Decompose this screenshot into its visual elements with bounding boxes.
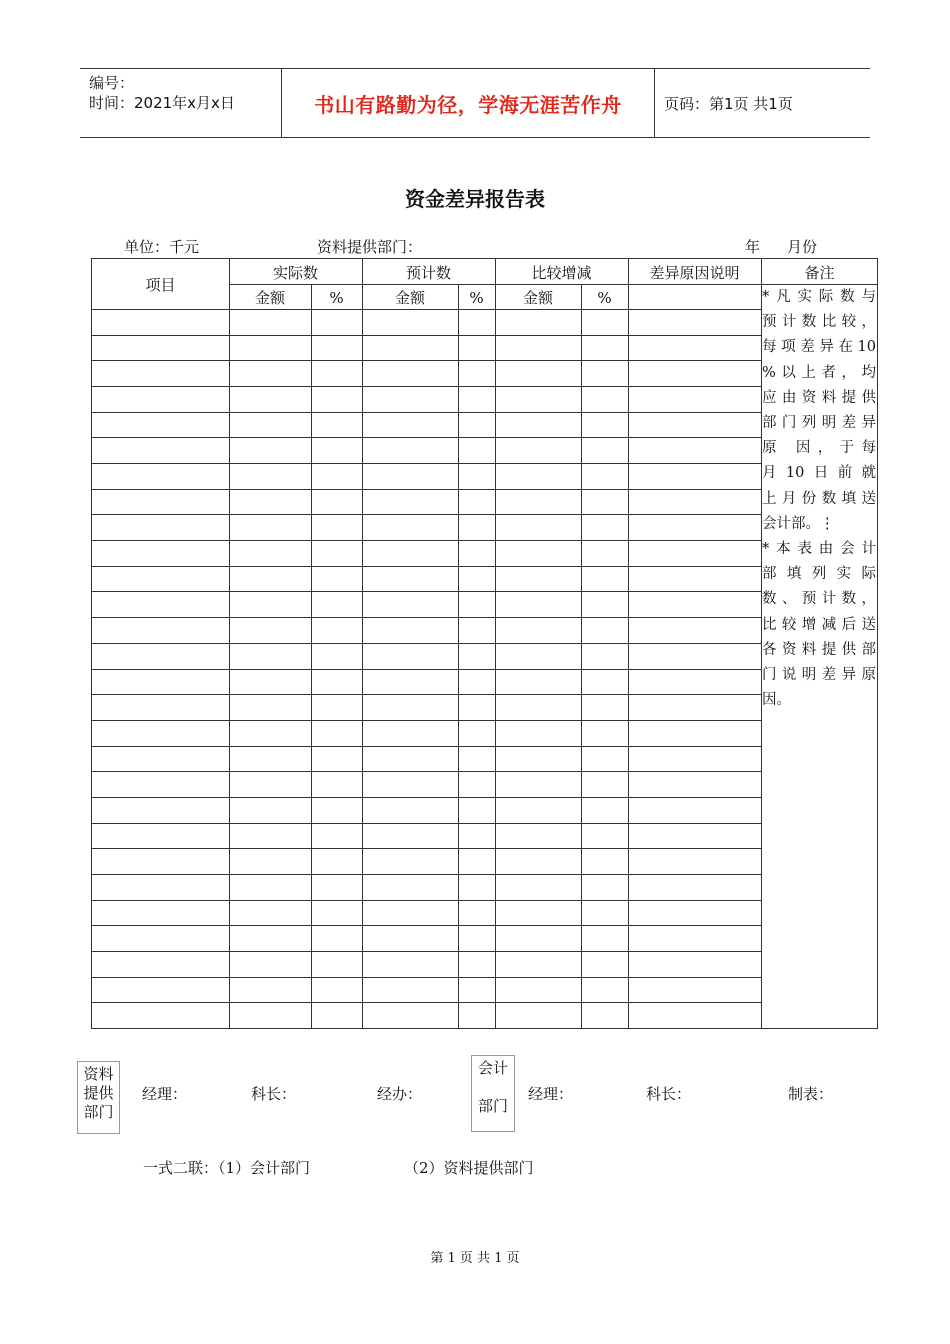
table-row-line bbox=[92, 591, 761, 592]
stamp-line: 部门 bbox=[83, 1103, 114, 1121]
stamp-line: 部门 bbox=[477, 1097, 508, 1115]
copies-second: （2）资料提供部门 bbox=[404, 1159, 534, 1177]
accounting-manager-label: 经理： bbox=[528, 1085, 574, 1103]
remarks-note-line: %以上者，均 bbox=[762, 364, 876, 381]
sub-amount-comparison: 金额 bbox=[522, 289, 553, 307]
stamp-line: 会计 bbox=[477, 1059, 508, 1077]
page-title: 资金差异报告表 bbox=[405, 187, 545, 211]
table-row-line bbox=[92, 694, 761, 695]
table-row-line bbox=[92, 874, 761, 875]
item-header: 项目 bbox=[145, 275, 176, 294]
dept-label: 资料提供部门： bbox=[317, 238, 423, 256]
table-row-line bbox=[92, 412, 761, 413]
stamp-line: 资料 bbox=[83, 1065, 114, 1083]
header-middle-cell bbox=[282, 69, 655, 137]
grid-vline bbox=[311, 284, 312, 1028]
table-row-line bbox=[92, 335, 761, 336]
table-row-line bbox=[92, 720, 761, 721]
page-label: 页码：第1页 共1页 bbox=[664, 94, 793, 113]
preparer-label: 制表： bbox=[788, 1085, 834, 1103]
remarks-note-line: 部门列明差异 bbox=[762, 415, 876, 432]
remarks-note-line: 预计数比较， bbox=[762, 314, 876, 331]
table-row-line bbox=[92, 951, 761, 952]
table-row-line bbox=[92, 360, 761, 361]
group-estimated: 预计数 bbox=[405, 263, 451, 282]
remarks-note-line: 门说明差异原 bbox=[762, 667, 876, 684]
header-right-cell bbox=[655, 69, 870, 137]
grid-vline bbox=[581, 284, 582, 1028]
remarks-note-line: 各资料提供部 bbox=[762, 641, 876, 658]
handler-label: 经办： bbox=[377, 1085, 423, 1103]
table-row-line bbox=[92, 437, 761, 438]
table-row-line bbox=[92, 643, 761, 644]
table-row-line bbox=[92, 823, 761, 824]
table-row-line bbox=[92, 771, 761, 772]
table-row-line bbox=[92, 540, 761, 541]
report-table bbox=[91, 258, 878, 1029]
remarks-note-line: 应由资料提供 bbox=[762, 389, 876, 406]
grid-hline bbox=[229, 284, 761, 285]
table-row-line bbox=[92, 797, 761, 798]
serial-label: 编号： bbox=[89, 74, 135, 92]
remarks-note-line: 数、预计数， bbox=[762, 591, 876, 608]
sub-pct-estimated: % bbox=[469, 288, 484, 307]
document-header bbox=[80, 68, 870, 138]
sub-pct-comparison: % bbox=[597, 288, 612, 307]
table-row-line bbox=[92, 848, 761, 849]
supplier-chief-label: 科长： bbox=[251, 1085, 297, 1103]
group-actual: 实际数 bbox=[272, 263, 318, 282]
header-left-cell bbox=[80, 69, 282, 137]
remarks-note-line: *本表由会计 bbox=[762, 541, 876, 558]
remarks-note-line: 因。 bbox=[762, 692, 791, 709]
remarks-note-line: 部 填 列 实 际 bbox=[762, 566, 876, 583]
supplier-manager-label: 经理： bbox=[142, 1085, 188, 1103]
remarks-note-line: 每项差异在10 bbox=[762, 339, 876, 356]
month-label: 月份 bbox=[787, 238, 818, 256]
remarks-note-line: 比较增减后送 bbox=[762, 616, 876, 633]
accounting-dept-stamp bbox=[471, 1055, 515, 1132]
group-comparison: 比较增减 bbox=[531, 263, 592, 282]
table-row-line bbox=[92, 386, 761, 387]
table-row-line bbox=[92, 463, 761, 464]
unit-label: 单位：千元 bbox=[124, 238, 200, 256]
table-row-line bbox=[92, 669, 761, 670]
motto: 书山有路勤为径，学海无涯苦作舟 bbox=[314, 92, 622, 117]
table-row-line bbox=[92, 514, 761, 515]
table-row-line bbox=[92, 746, 761, 747]
page-footer: 第 1 页 共 1 页 bbox=[430, 1251, 520, 1266]
group-remarks: 备注 bbox=[804, 263, 835, 282]
accounting-chief-label: 科长： bbox=[646, 1085, 692, 1103]
table-row-line bbox=[92, 1002, 761, 1003]
table-row-line bbox=[92, 925, 761, 926]
remarks-note-line: 原 因，于每 bbox=[762, 440, 876, 457]
grid-hline bbox=[761, 284, 878, 285]
table-row-line bbox=[92, 489, 761, 490]
remarks-note-line: 会计部。⋮ bbox=[762, 515, 835, 532]
time-label: 时间：2021年x月x日 bbox=[89, 94, 235, 112]
table-row-line bbox=[92, 977, 761, 978]
table-row-line bbox=[92, 900, 761, 901]
copies-first: 一式二联：（1）会计部门 bbox=[143, 1159, 311, 1177]
group-reason: 差异原因说明 bbox=[649, 263, 740, 282]
year-label: 年 bbox=[745, 238, 761, 256]
grid-vline bbox=[458, 284, 459, 1028]
supplier-dept-stamp bbox=[77, 1061, 120, 1134]
table-row-line bbox=[92, 617, 761, 618]
table-row-line bbox=[92, 309, 761, 310]
table-row-line bbox=[92, 566, 761, 567]
grid-vline bbox=[761, 259, 762, 1028]
sub-pct-actual: % bbox=[329, 288, 344, 307]
sub-amount-actual: 金额 bbox=[254, 289, 285, 307]
remarks-note-line: 上月份数填送 bbox=[762, 490, 876, 507]
stamp-line: 提供 bbox=[83, 1084, 114, 1102]
remarks-note bbox=[762, 285, 876, 713]
remarks-note-line: *凡实际数与 bbox=[762, 289, 876, 305]
sub-amount-estimated: 金额 bbox=[394, 289, 425, 307]
remarks-note-line: 月10日前就 bbox=[762, 465, 876, 482]
